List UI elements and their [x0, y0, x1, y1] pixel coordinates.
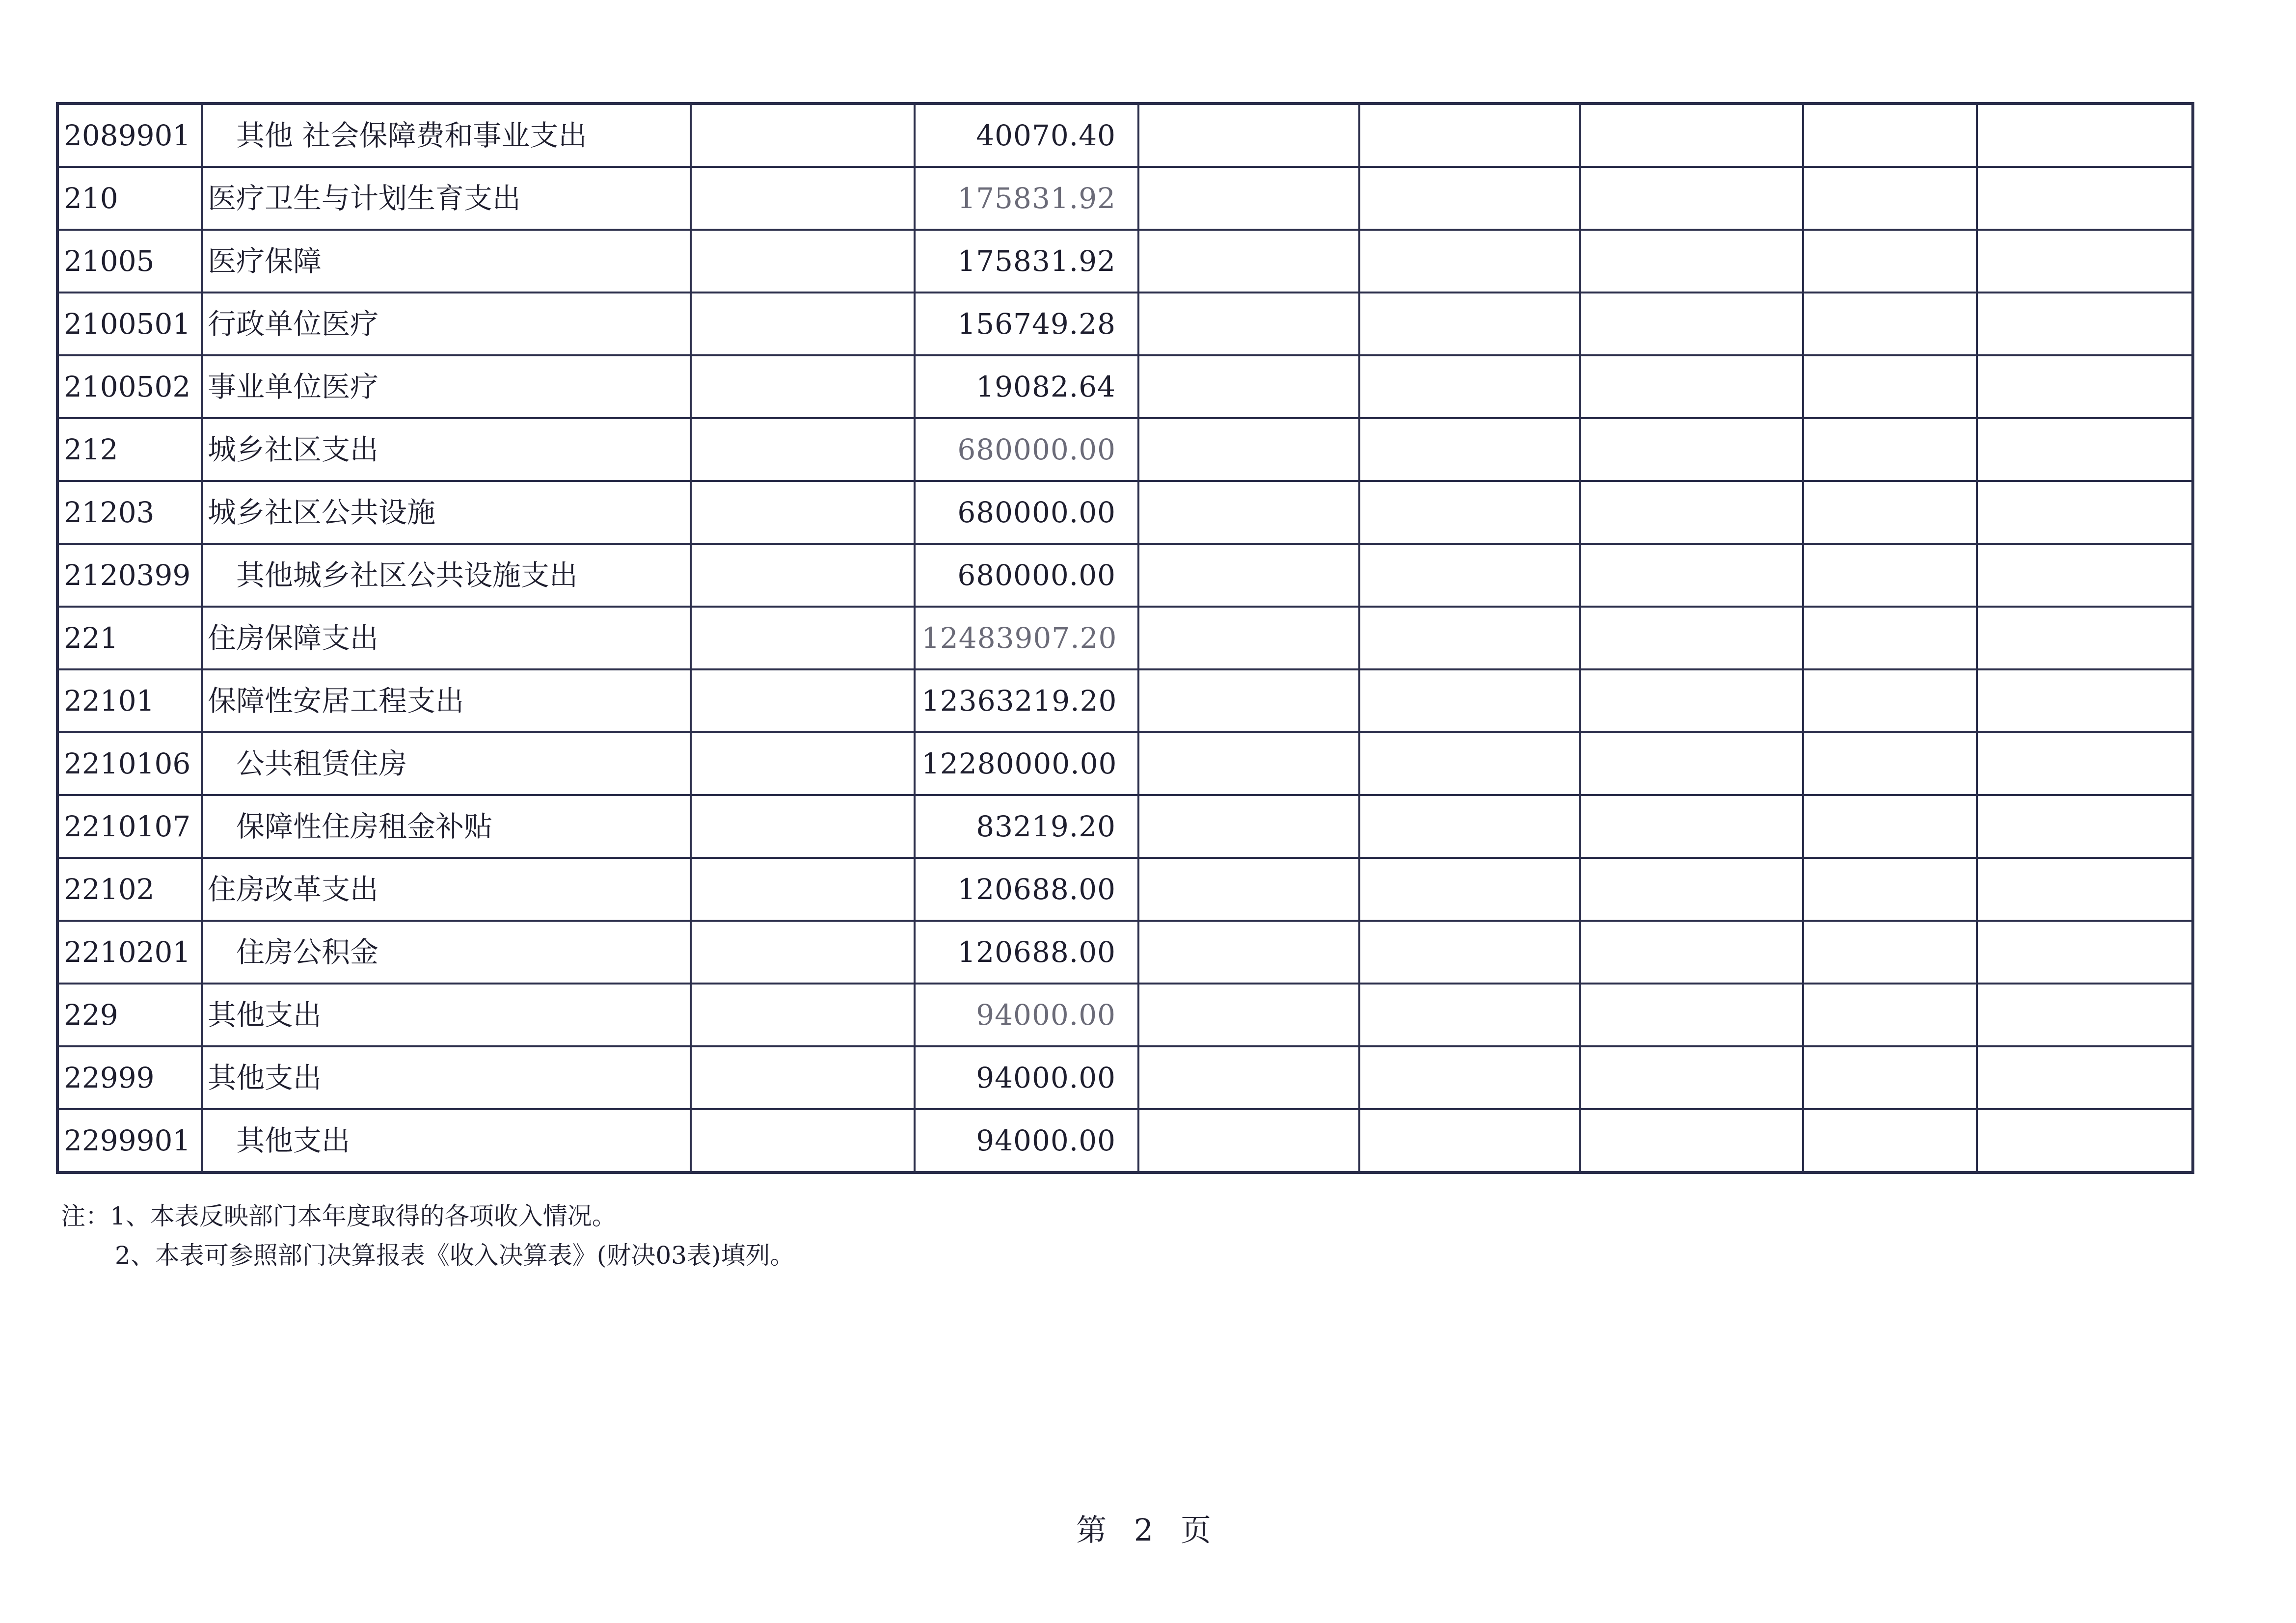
empty-cell	[1138, 355, 1359, 418]
empty-cell	[1977, 921, 2193, 984]
empty-cell	[691, 104, 915, 167]
empty-cell	[1138, 230, 1359, 293]
table-row	[57, 418, 2193, 481]
empty-cell	[1359, 167, 1580, 230]
empty-cell	[1359, 1046, 1580, 1109]
empty-cell	[691, 418, 915, 481]
empty-cell	[1359, 104, 1580, 167]
table-row	[57, 984, 2193, 1046]
table-row	[57, 921, 2193, 984]
note-line-2: 2、本表可参照部门决算报表《收入决算表》(财决03表)填列。	[115, 1241, 795, 1270]
empty-cell	[691, 355, 915, 418]
empty-cell	[1977, 607, 2193, 669]
amount-cell: 40070.40	[915, 104, 1138, 167]
subject-code-cell: 2210106	[57, 732, 202, 795]
empty-cell	[1977, 293, 2193, 355]
empty-cell	[1803, 732, 1977, 795]
empty-cell	[1803, 230, 1977, 293]
empty-cell	[1803, 921, 1977, 984]
empty-cell	[1580, 293, 1803, 355]
amount-cell: 12280000.00	[915, 732, 1138, 795]
empty-cell	[1138, 732, 1359, 795]
empty-cell	[1359, 1109, 1580, 1172]
subject-code-cell: 22102	[57, 858, 202, 921]
empty-cell	[1580, 984, 1803, 1046]
empty-cell	[1977, 858, 2193, 921]
empty-cell	[691, 921, 915, 984]
empty-cell	[1803, 355, 1977, 418]
subject-name-cell: 其他 社会保障费和事业支出	[202, 104, 691, 167]
table-row	[57, 104, 2193, 167]
empty-cell	[1138, 1046, 1359, 1109]
empty-cell	[1977, 1046, 2193, 1109]
empty-cell	[1359, 669, 1580, 732]
subject-code-cell: 229	[57, 984, 202, 1046]
subject-code-cell: 21203	[57, 481, 202, 544]
note-line-1: 注：1、本表反映部门本年度取得的各项收入情况。	[61, 1202, 617, 1230]
empty-cell	[1977, 418, 2193, 481]
empty-cell	[1580, 858, 1803, 921]
empty-cell	[1359, 795, 1580, 858]
empty-cell	[1803, 104, 1977, 167]
subject-name-cell: 公共租赁住房	[202, 732, 691, 795]
subject-code-cell: 22101	[57, 669, 202, 732]
empty-cell	[1138, 795, 1359, 858]
amount-cell: 83219.20	[915, 795, 1138, 858]
table-notes	[61, 1197, 794, 1275]
income-table	[56, 102, 2194, 1174]
empty-cell	[691, 481, 915, 544]
empty-cell	[1803, 607, 1977, 669]
subject-name-cell: 住房公积金	[202, 921, 691, 984]
empty-cell	[691, 1046, 915, 1109]
table-row	[57, 1046, 2193, 1109]
subject-code-cell: 2100501	[57, 293, 202, 355]
empty-cell	[691, 607, 915, 669]
empty-cell	[1803, 1109, 1977, 1172]
table-row	[57, 795, 2193, 858]
empty-cell	[1138, 481, 1359, 544]
empty-cell	[691, 669, 915, 732]
table-row	[57, 732, 2193, 795]
amount-cell: 156749.28	[915, 293, 1138, 355]
amount-cell: 680000.00	[915, 544, 1138, 607]
amount-cell: 94000.00	[915, 1046, 1138, 1109]
subject-name-cell: 事业单位医疗	[202, 355, 691, 418]
subject-name-cell: 医疗保障	[202, 230, 691, 293]
empty-cell	[1977, 104, 2193, 167]
empty-cell	[1580, 669, 1803, 732]
empty-cell	[691, 544, 915, 607]
table-row	[57, 293, 2193, 355]
subject-name-cell: 其他支出	[202, 1046, 691, 1109]
empty-cell	[1359, 230, 1580, 293]
table-row	[57, 669, 2193, 732]
amount-cell: 680000.00	[915, 481, 1138, 544]
table-row	[57, 355, 2193, 418]
subject-code-cell: 212	[57, 418, 202, 481]
table-row	[57, 1109, 2193, 1172]
empty-cell	[1580, 795, 1803, 858]
empty-cell	[1138, 984, 1359, 1046]
empty-cell	[1580, 921, 1803, 984]
empty-cell	[1580, 355, 1803, 418]
amount-cell: 175831.92	[915, 167, 1138, 230]
subject-name-cell: 城乡社区公共设施	[202, 481, 691, 544]
empty-cell	[1580, 481, 1803, 544]
empty-cell	[1580, 544, 1803, 607]
subject-code-cell: 2120399	[57, 544, 202, 607]
empty-cell	[1977, 230, 2193, 293]
subject-code-cell: 210	[57, 167, 202, 230]
subject-code-cell: 2210201	[57, 921, 202, 984]
empty-cell	[1138, 858, 1359, 921]
subject-name-cell: 保障性安居工程支出	[202, 669, 691, 732]
subject-name-cell: 医疗卫生与计划生育支出	[202, 167, 691, 230]
empty-cell	[1359, 544, 1580, 607]
empty-cell	[691, 858, 915, 921]
empty-cell	[1138, 921, 1359, 984]
table-row	[57, 481, 2193, 544]
empty-cell	[1359, 858, 1580, 921]
empty-cell	[1359, 921, 1580, 984]
amount-cell: 175831.92	[915, 230, 1138, 293]
subject-code-cell: 2210107	[57, 795, 202, 858]
empty-cell	[1138, 607, 1359, 669]
amount-cell: 680000.00	[915, 418, 1138, 481]
empty-cell	[1580, 732, 1803, 795]
subject-name-cell: 其他支出	[202, 1109, 691, 1172]
subject-name-cell: 城乡社区支出	[202, 418, 691, 481]
empty-cell	[1803, 544, 1977, 607]
empty-cell	[1359, 481, 1580, 544]
empty-cell	[1580, 418, 1803, 481]
empty-cell	[1977, 984, 2193, 1046]
empty-cell	[1977, 1109, 2193, 1172]
empty-cell	[1977, 795, 2193, 858]
empty-cell	[691, 293, 915, 355]
table-row	[57, 230, 2193, 293]
subject-code-cell: 2299901	[57, 1109, 202, 1172]
empty-cell	[1359, 418, 1580, 481]
amount-cell: 94000.00	[915, 1109, 1138, 1172]
empty-cell	[1977, 355, 2193, 418]
table-row	[57, 167, 2193, 230]
empty-cell	[1580, 104, 1803, 167]
empty-cell	[1359, 984, 1580, 1046]
empty-cell	[1580, 230, 1803, 293]
amount-cell: 19082.64	[915, 355, 1138, 418]
empty-cell	[1359, 293, 1580, 355]
subject-code-cell: 22999	[57, 1046, 202, 1109]
empty-cell	[1138, 293, 1359, 355]
subject-name-cell: 其他城乡社区公共设施支出	[202, 544, 691, 607]
empty-cell	[1138, 418, 1359, 481]
subject-name-cell: 住房改革支出	[202, 858, 691, 921]
empty-cell	[691, 732, 915, 795]
subject-code-cell: 21005	[57, 230, 202, 293]
empty-cell	[691, 984, 915, 1046]
table-row	[57, 858, 2193, 921]
empty-cell	[1977, 167, 2193, 230]
empty-cell	[1803, 984, 1977, 1046]
empty-cell	[1138, 167, 1359, 230]
subject-code-cell: 221	[57, 607, 202, 669]
empty-cell	[691, 167, 915, 230]
subject-code-cell: 2089901	[57, 104, 202, 167]
empty-cell	[1138, 669, 1359, 732]
amount-cell: 12483907.20	[915, 607, 1138, 669]
empty-cell	[691, 795, 915, 858]
empty-cell	[1803, 293, 1977, 355]
empty-cell	[1580, 167, 1803, 230]
empty-cell	[1803, 481, 1977, 544]
empty-cell	[1803, 1046, 1977, 1109]
empty-cell	[1977, 732, 2193, 795]
table-body	[57, 104, 2193, 1172]
empty-cell	[1138, 104, 1359, 167]
amount-cell: 94000.00	[915, 984, 1138, 1046]
table-row	[57, 607, 2193, 669]
empty-cell	[691, 230, 915, 293]
table-row	[57, 544, 2193, 607]
empty-cell	[1359, 732, 1580, 795]
amount-cell: 12363219.20	[915, 669, 1138, 732]
empty-cell	[1803, 167, 1977, 230]
empty-cell	[1359, 607, 1580, 669]
subject-name-cell: 住房保障支出	[202, 607, 691, 669]
page-number: 第 2 页	[1076, 1512, 1220, 1548]
empty-cell	[1138, 544, 1359, 607]
empty-cell	[1580, 607, 1803, 669]
amount-cell: 120688.00	[915, 921, 1138, 984]
subject-name-cell: 其他支出	[202, 984, 691, 1046]
empty-cell	[1803, 669, 1977, 732]
empty-cell	[691, 1109, 915, 1172]
subject-code-cell: 2100502	[57, 355, 202, 418]
empty-cell	[1803, 795, 1977, 858]
empty-cell	[1580, 1109, 1803, 1172]
income-table-container	[56, 102, 2194, 1174]
empty-cell	[1977, 669, 2193, 732]
subject-name-cell: 行政单位医疗	[202, 293, 691, 355]
empty-cell	[1138, 1109, 1359, 1172]
empty-cell	[1803, 418, 1977, 481]
empty-cell	[1803, 858, 1977, 921]
empty-cell	[1977, 481, 2193, 544]
empty-cell	[1580, 1046, 1803, 1109]
subject-name-cell: 保障性住房租金补贴	[202, 795, 691, 858]
empty-cell	[1359, 355, 1580, 418]
amount-cell: 120688.00	[915, 858, 1138, 921]
empty-cell	[1977, 544, 2193, 607]
